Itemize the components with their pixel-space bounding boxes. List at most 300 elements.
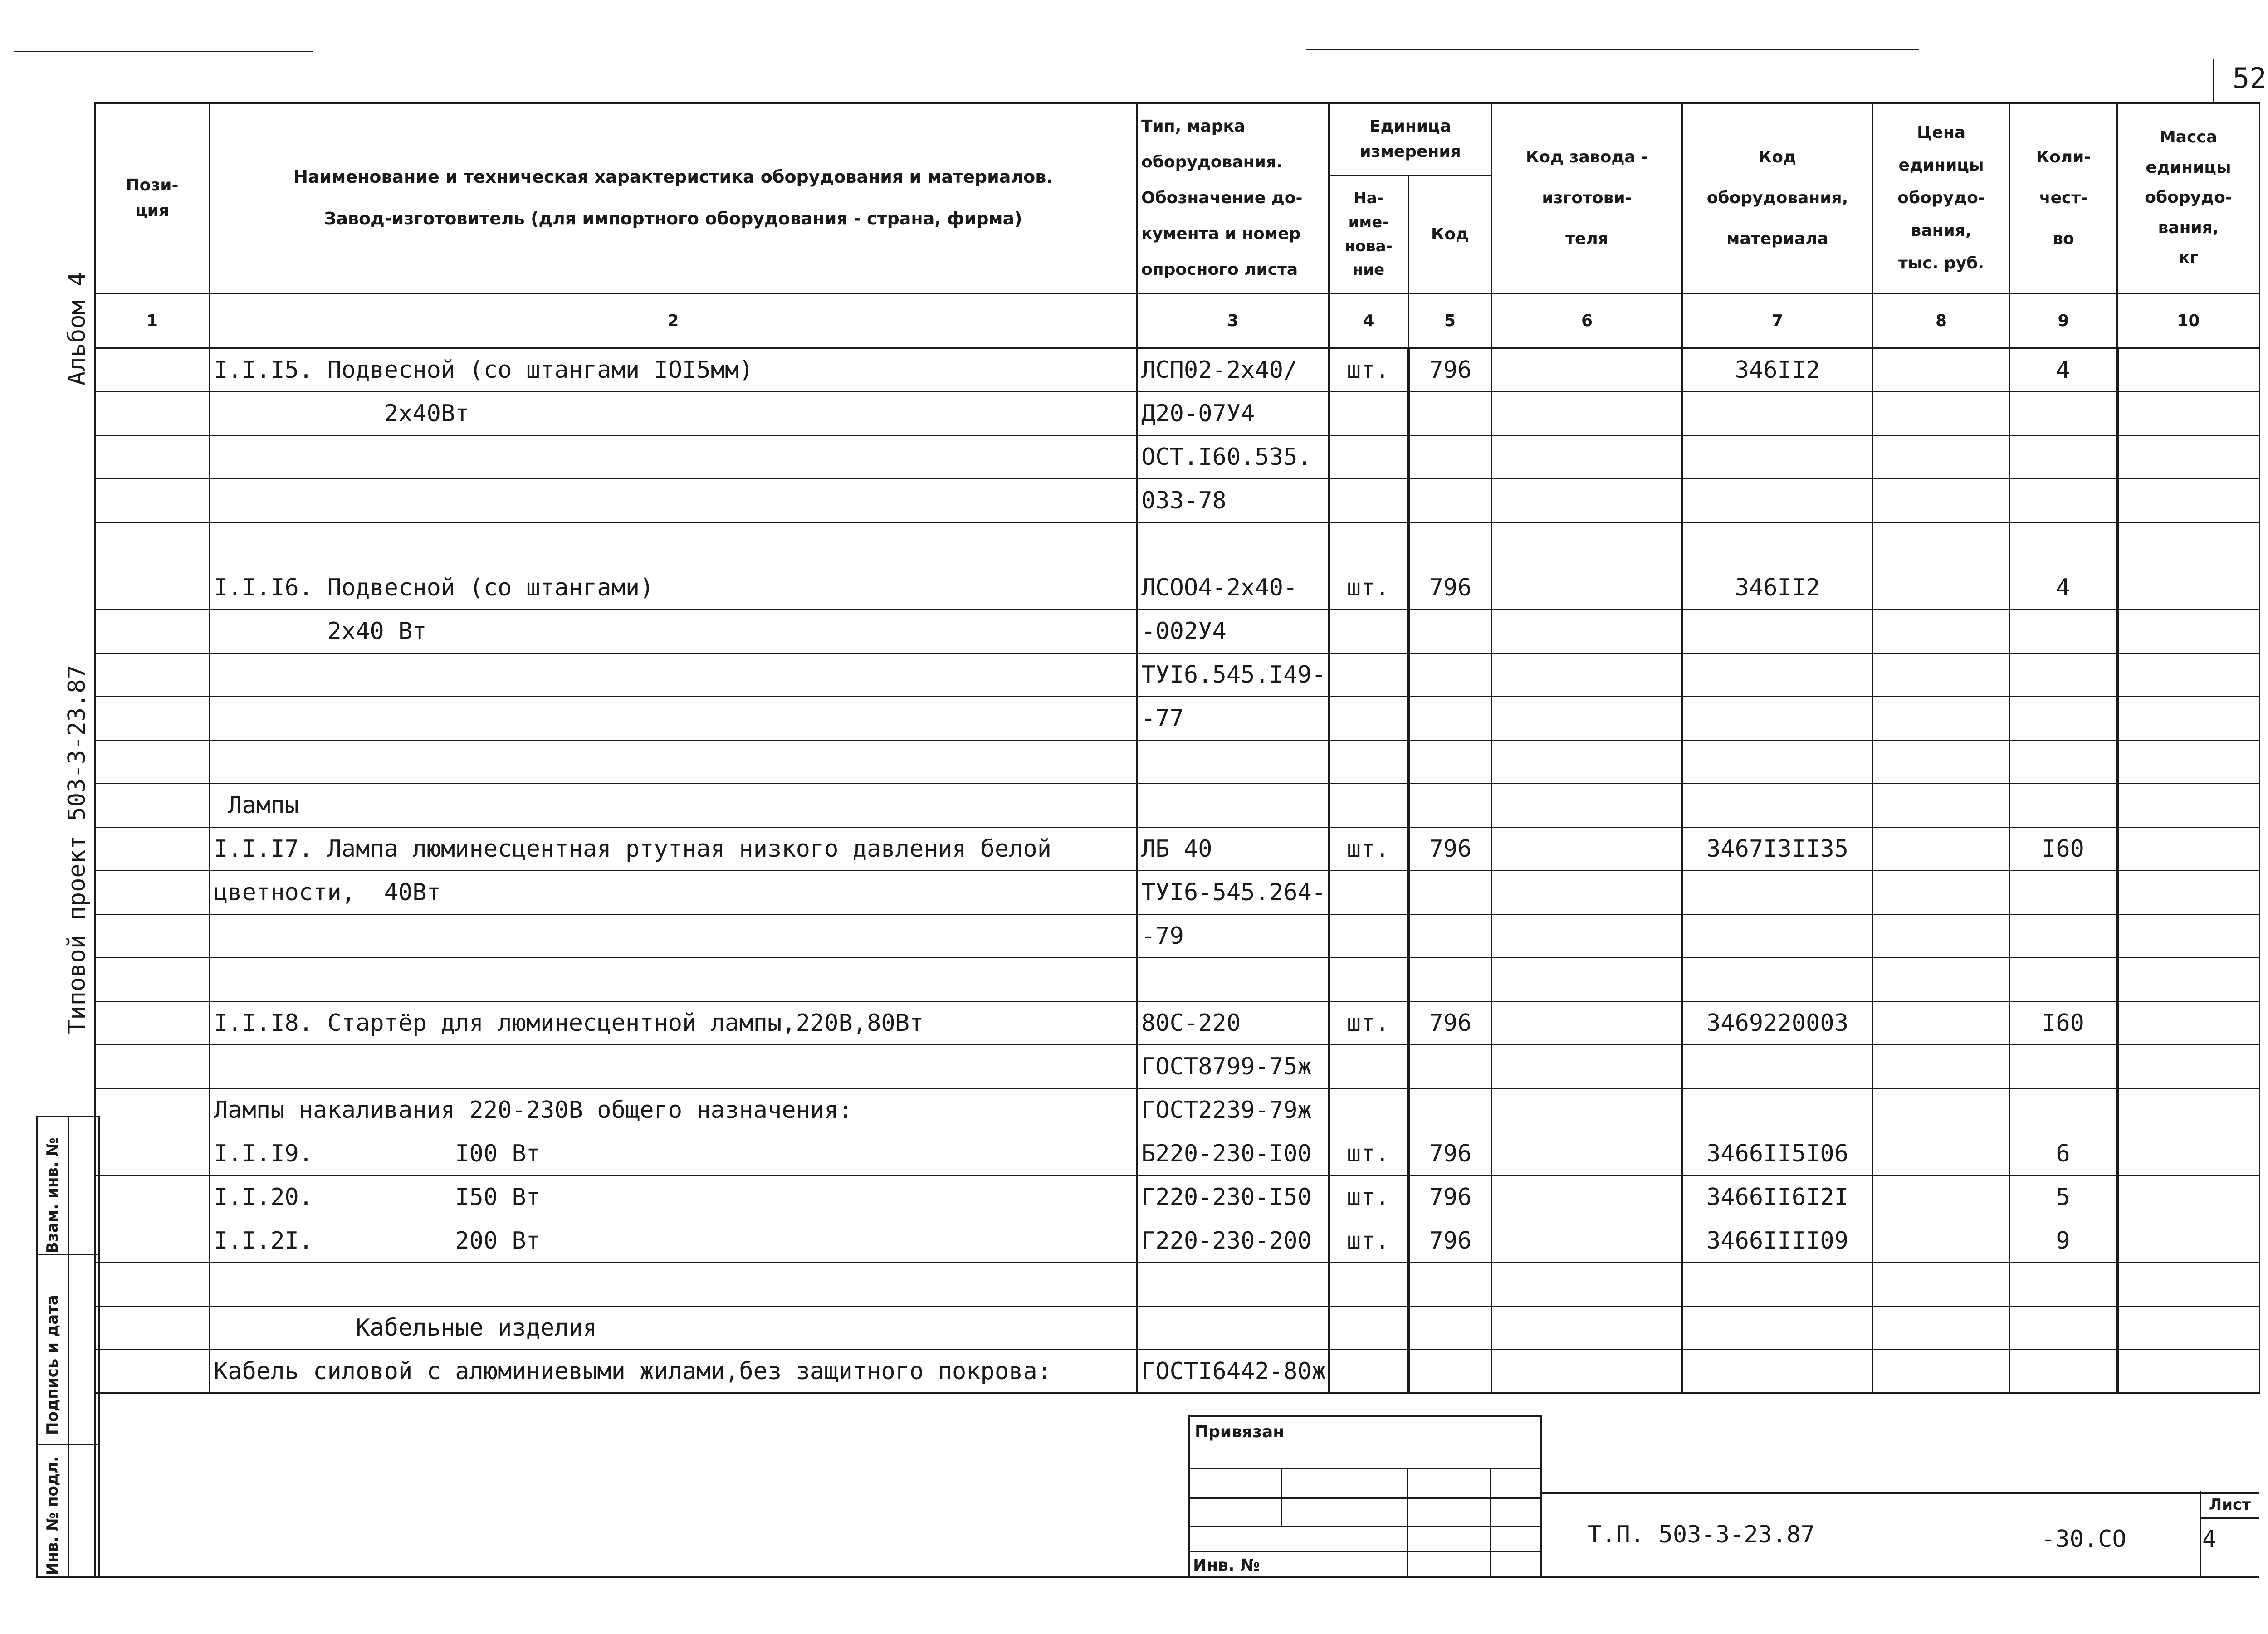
row-mass	[2117, 1176, 2260, 1219]
row-name: I.I.I9. I00 Вт	[210, 1132, 1137, 1176]
column-number-row	[95, 293, 2260, 348]
row-unit-name	[1329, 1045, 1408, 1088]
row-position	[95, 1263, 210, 1306]
row-price	[1873, 1350, 2010, 1393]
table-row	[95, 522, 2260, 566]
row-mass	[2117, 479, 2260, 522]
table-row	[95, 958, 2260, 1001]
row-position	[95, 479, 210, 522]
row-maker-code	[1492, 522, 1682, 566]
row-maker-code	[1492, 697, 1682, 740]
table-row	[95, 1176, 2260, 1219]
row-equip-code	[1682, 479, 1873, 522]
stamp-signature-date: Подпись и дата	[44, 1295, 62, 1435]
table-row	[95, 1219, 2260, 1263]
row-name: цветности, 40Вт	[210, 871, 1137, 914]
row-unit-code	[1408, 740, 1492, 784]
col-num: 2	[210, 293, 1137, 348]
corner-sheet-number: 52	[2213, 59, 2268, 104]
row-equip-code: 3466II5I06	[1682, 1132, 1873, 1176]
table-row	[95, 1306, 2260, 1350]
row-price	[1873, 1306, 2010, 1350]
row-quantity	[2010, 610, 2117, 653]
row-position	[95, 740, 210, 784]
col-header-equip-code: Код оборудования, материала	[1682, 103, 1873, 293]
row-maker-code	[1492, 784, 1682, 827]
row-mass	[2117, 740, 2260, 784]
row-equip-code	[1682, 435, 1873, 479]
bound-block	[1188, 1415, 1542, 1578]
table-row	[95, 348, 2260, 392]
row-quantity	[2010, 435, 2117, 479]
row-name	[210, 653, 1137, 697]
row-equip-code	[1682, 740, 1873, 784]
row-unit-name	[1329, 871, 1408, 914]
row-type: ГОСТ2239-79ж	[1137, 1088, 1329, 1132]
row-type	[1137, 740, 1329, 784]
row-mass	[2117, 871, 2260, 914]
row-unit-code	[1408, 1306, 1492, 1350]
row-quantity	[2010, 1045, 2117, 1088]
row-name: Кабель силовой с алюминиевыми жилами,без защитного покрова:	[210, 1350, 1137, 1393]
row-unit-name: шт.	[1329, 566, 1408, 610]
header-row	[95, 103, 2260, 176]
row-price	[1873, 1132, 2010, 1176]
row-quantity	[2010, 1088, 2117, 1132]
table-row	[95, 740, 2260, 784]
row-equip-code	[1682, 958, 1873, 1001]
row-unit-code: 796	[1408, 1219, 1492, 1263]
row-unit-name	[1329, 1088, 1408, 1132]
row-mass	[2117, 348, 2260, 392]
row-unit-code: 796	[1408, 1001, 1492, 1045]
row-type: ЛБ 40	[1137, 827, 1329, 871]
row-quantity	[2010, 740, 2117, 784]
row-equip-code	[1682, 1088, 1873, 1132]
row-type: ЛСОО4-2х40-	[1137, 566, 1329, 610]
row-price	[1873, 348, 2010, 392]
row-price	[1873, 479, 2010, 522]
row-unit-name: шт.	[1329, 1176, 1408, 1219]
row-mass	[2117, 827, 2260, 871]
row-position	[95, 1306, 210, 1350]
row-quantity	[2010, 1350, 2117, 1393]
table-row	[95, 1088, 2260, 1132]
row-position	[95, 435, 210, 479]
row-name	[210, 1263, 1137, 1306]
stamp-orig-inv: Инв. № подл.	[44, 1456, 62, 1575]
row-equip-code: 3469220003	[1682, 1001, 1873, 1045]
row-mass	[2117, 1306, 2260, 1350]
row-position	[95, 697, 210, 740]
row-name: I.I.20. I50 Вт	[210, 1176, 1137, 1219]
table-row	[95, 1132, 2260, 1176]
row-price	[1873, 435, 2010, 479]
row-price	[1873, 697, 2010, 740]
row-quantity	[2010, 914, 2117, 958]
row-equip-code	[1682, 522, 1873, 566]
row-unit-code	[1408, 479, 1492, 522]
row-maker-code	[1492, 1045, 1682, 1088]
row-maker-code	[1492, 392, 1682, 435]
row-position	[95, 1001, 210, 1045]
row-quantity: 4	[2010, 348, 2117, 392]
row-unit-name: шт.	[1329, 1132, 1408, 1176]
row-equip-code: 346II2	[1682, 348, 1873, 392]
row-type: 033-78	[1137, 479, 1329, 522]
col-num: 9	[2010, 293, 2117, 348]
row-maker-code	[1492, 871, 1682, 914]
row-position	[95, 784, 210, 827]
row-equip-code: 3466IIII09	[1682, 1219, 1873, 1263]
table-row	[95, 1001, 2260, 1045]
row-quantity	[2010, 958, 2117, 1001]
row-maker-code	[1492, 610, 1682, 653]
row-price	[1873, 1219, 2010, 1263]
row-mass	[2117, 610, 2260, 653]
row-equip-code: 3466II6I2I	[1682, 1176, 1873, 1219]
row-mass	[2117, 1132, 2260, 1176]
row-position	[95, 566, 210, 610]
col-header-type: Тип, марка оборудования. Обозначение до- кумента и номер опросного листа	[1137, 103, 1329, 293]
row-name: I.I.I7. Лампа люминесцентная ртутная низкого давления белой	[210, 827, 1137, 871]
project-label: Типовой проект 503-3-23.87	[64, 665, 91, 1034]
row-unit-code	[1408, 871, 1492, 914]
specification-table	[94, 102, 2260, 1394]
row-quantity: 5	[2010, 1176, 2117, 1219]
row-position	[95, 827, 210, 871]
row-name	[210, 914, 1137, 958]
row-name	[210, 1045, 1137, 1088]
col-header-unit-name: На- име- нова- ние	[1329, 176, 1408, 293]
row-mass	[2117, 697, 2260, 740]
row-type	[1137, 1306, 1329, 1350]
col-num: 1	[95, 293, 210, 348]
table-row	[95, 827, 2260, 871]
table-row	[95, 610, 2260, 653]
row-mass	[2117, 566, 2260, 610]
row-quantity: 9	[2010, 1219, 2117, 1263]
row-unit-code	[1408, 610, 1492, 653]
row-price	[1873, 827, 2010, 871]
row-type: Г220-230-200	[1137, 1219, 1329, 1263]
row-quantity	[2010, 1263, 2117, 1306]
row-unit-code: 796	[1408, 348, 1492, 392]
row-name	[210, 479, 1137, 522]
row-name: Лампы накаливания 220-230В общего назначения:	[210, 1088, 1137, 1132]
row-type: ОСТ.I60.535.	[1137, 435, 1329, 479]
col-num: 7	[1682, 293, 1873, 348]
row-type: Б220-230-I00	[1137, 1132, 1329, 1176]
row-maker-code	[1492, 348, 1682, 392]
sheet-label: Лист	[2209, 1496, 2251, 1514]
row-maker-code	[1492, 1088, 1682, 1132]
row-unit-name: шт.	[1329, 348, 1408, 392]
row-mass	[2117, 522, 2260, 566]
row-position	[95, 1088, 210, 1132]
col-header-unit: Единица измерения	[1329, 103, 1492, 176]
col-num: 6	[1492, 293, 1682, 348]
row-price	[1873, 1001, 2010, 1045]
row-name	[210, 697, 1137, 740]
row-maker-code	[1492, 914, 1682, 958]
row-price	[1873, 653, 2010, 697]
row-quantity	[2010, 479, 2117, 522]
col-header-unit-code: Код	[1408, 176, 1492, 293]
row-position	[95, 871, 210, 914]
row-type: Д20-07У4	[1137, 392, 1329, 435]
row-maker-code	[1492, 1176, 1682, 1219]
row-mass	[2117, 1350, 2260, 1393]
row-position	[95, 914, 210, 958]
col-num: 3	[1137, 293, 1329, 348]
row-price	[1873, 914, 2010, 958]
row-quantity	[2010, 392, 2117, 435]
row-type	[1137, 1263, 1329, 1306]
row-type	[1137, 958, 1329, 1001]
top-rule-right	[1306, 49, 1919, 50]
row-mass	[2117, 958, 2260, 1001]
row-unit-code	[1408, 653, 1492, 697]
row-unit-name	[1329, 392, 1408, 435]
col-header-maker-code: Код завода - изготови- теля	[1492, 103, 1682, 293]
row-position	[95, 1132, 210, 1176]
table-row	[95, 784, 2260, 827]
row-unit-code	[1408, 784, 1492, 827]
row-unit-code	[1408, 392, 1492, 435]
row-unit-name: шт.	[1329, 1001, 1408, 1045]
row-equip-code	[1682, 1045, 1873, 1088]
row-name: I.I.I6. Подвесной (со штангами)	[210, 566, 1137, 610]
row-name: I.I.I5. Подвесной (со штангами IOI5мм)	[210, 348, 1137, 392]
row-mass	[2117, 653, 2260, 697]
row-maker-code	[1492, 740, 1682, 784]
row-unit-code	[1408, 522, 1492, 566]
row-mass	[2117, 1045, 2260, 1088]
row-price	[1873, 522, 2010, 566]
row-equip-code	[1682, 1306, 1873, 1350]
row-mass	[2117, 1001, 2260, 1045]
row-type: ГОСТ8799-75ж	[1137, 1045, 1329, 1088]
row-unit-code	[1408, 697, 1492, 740]
row-type	[1137, 522, 1329, 566]
row-name: I.I.2I. 200 Вт	[210, 1219, 1137, 1263]
row-position	[95, 653, 210, 697]
row-position	[95, 610, 210, 653]
col-num: 10	[2117, 293, 2260, 348]
row-unit-code	[1408, 914, 1492, 958]
table-row	[95, 1045, 2260, 1088]
row-price	[1873, 784, 2010, 827]
row-unit-name	[1329, 479, 1408, 522]
row-unit-code	[1408, 1088, 1492, 1132]
row-type: ТУI6.545.I49-	[1137, 653, 1329, 697]
row-type: -79	[1137, 914, 1329, 958]
row-mass	[2117, 1088, 2260, 1132]
row-name: Лампы	[210, 784, 1137, 827]
title-block	[1542, 1492, 2259, 1578]
row-price	[1873, 871, 2010, 914]
row-equip-code	[1682, 697, 1873, 740]
row-unit-code: 796	[1408, 566, 1492, 610]
row-maker-code	[1492, 958, 1682, 1001]
col-header-position: Пози- ция	[95, 103, 210, 293]
row-maker-code	[1492, 1306, 1682, 1350]
row-price	[1873, 1263, 2010, 1306]
row-unit-code: 796	[1408, 827, 1492, 871]
row-name: Кабельные изделия	[210, 1306, 1137, 1350]
row-equip-code	[1682, 653, 1873, 697]
row-equip-code: 3467I3II35	[1682, 827, 1873, 871]
inv-label: Инв. №	[1193, 1556, 1260, 1575]
row-price	[1873, 1088, 2010, 1132]
top-rule-left	[14, 51, 313, 52]
row-maker-code	[1492, 1001, 1682, 1045]
row-name	[210, 435, 1137, 479]
row-equip-code	[1682, 914, 1873, 958]
row-quantity	[2010, 653, 2117, 697]
row-unit-name	[1329, 1350, 1408, 1393]
row-type: ТУI6-545.264-	[1137, 871, 1329, 914]
row-price	[1873, 1045, 2010, 1088]
row-maker-code	[1492, 1263, 1682, 1306]
doc-suffix: -30.СО	[2041, 1526, 2126, 1553]
row-unit-name	[1329, 697, 1408, 740]
row-quantity	[2010, 871, 2117, 914]
row-maker-code	[1492, 479, 1682, 522]
row-equip-code	[1682, 1350, 1873, 1393]
row-position	[95, 958, 210, 1001]
col-num: 5	[1408, 293, 1492, 348]
row-unit-code	[1408, 1350, 1492, 1393]
row-unit-code	[1408, 435, 1492, 479]
row-mass	[2117, 1219, 2260, 1263]
side-stamp	[36, 1116, 100, 1578]
row-maker-code	[1492, 827, 1682, 871]
row-name: 2х40 Вт	[210, 610, 1137, 653]
row-unit-code	[1408, 958, 1492, 1001]
row-unit-code	[1408, 1045, 1492, 1088]
row-name	[210, 958, 1137, 1001]
row-position	[95, 522, 210, 566]
row-maker-code	[1492, 1350, 1682, 1393]
row-unit-name	[1329, 1306, 1408, 1350]
album-label: Альбом 4	[64, 272, 91, 385]
table-row	[95, 566, 2260, 610]
row-type: -77	[1137, 697, 1329, 740]
row-maker-code	[1492, 1132, 1682, 1176]
table-row	[95, 1350, 2260, 1393]
row-unit-code: 796	[1408, 1176, 1492, 1219]
row-unit-name	[1329, 610, 1408, 653]
row-quantity	[2010, 697, 2117, 740]
row-unit-code	[1408, 1263, 1492, 1306]
row-mass	[2117, 392, 2260, 435]
row-name	[210, 522, 1137, 566]
row-type: ГОСТI6442-80ж	[1137, 1350, 1329, 1393]
table-row	[95, 1263, 2260, 1306]
row-maker-code	[1492, 435, 1682, 479]
row-position	[95, 348, 210, 392]
table-row	[95, 697, 2260, 740]
col-header-price: Цена единицы оборудо- вания, тыс. руб.	[1873, 103, 2010, 293]
row-type	[1137, 784, 1329, 827]
row-quantity	[2010, 784, 2117, 827]
row-mass	[2117, 914, 2260, 958]
row-unit-code: 796	[1408, 1132, 1492, 1176]
row-maker-code	[1492, 653, 1682, 697]
col-header-mass: Масса единицы оборудо- вания, кг	[2117, 103, 2260, 293]
row-quantity	[2010, 522, 2117, 566]
row-unit-name	[1329, 1263, 1408, 1306]
sheet-number: 4	[2202, 1526, 2217, 1553]
row-position	[95, 1176, 210, 1219]
row-quantity	[2010, 1306, 2117, 1350]
row-unit-name	[1329, 740, 1408, 784]
row-unit-name	[1329, 914, 1408, 958]
row-unit-name: шт.	[1329, 827, 1408, 871]
table-row	[95, 653, 2260, 697]
row-price	[1873, 1176, 2010, 1219]
row-name: 2х40Вт	[210, 392, 1137, 435]
row-name: I.I.I8. Стартёр для люминесцентной лампы,220В,80Вт	[210, 1001, 1137, 1045]
row-price	[1873, 740, 2010, 784]
row-type: ЛСП02-2х40/	[1137, 348, 1329, 392]
doc-code: Т.П. 503-3-23.87	[1588, 1521, 1815, 1548]
row-type: -002У4	[1137, 610, 1329, 653]
row-mass	[2117, 1263, 2260, 1306]
col-num: 4	[1329, 293, 1408, 348]
col-header-quantity: Коли- чест- во	[2010, 103, 2117, 293]
table-row	[95, 435, 2260, 479]
row-quantity: 4	[2010, 566, 2117, 610]
table-row	[95, 871, 2260, 914]
table-row	[95, 392, 2260, 435]
row-unit-name	[1329, 522, 1408, 566]
col-header-name: Наименование и техническая характеристика оборудования и материалов. Завод-изготовитель (для импортного оборудования - страна, фирма)	[210, 103, 1137, 293]
row-price	[1873, 958, 2010, 1001]
row-equip-code	[1682, 871, 1873, 914]
row-type: Г220-230-I50	[1137, 1176, 1329, 1219]
col-num: 8	[1873, 293, 2010, 348]
row-equip-code	[1682, 1263, 1873, 1306]
row-maker-code	[1492, 1219, 1682, 1263]
row-price	[1873, 392, 2010, 435]
row-equip-code	[1682, 610, 1873, 653]
row-quantity: 6	[2010, 1132, 2117, 1176]
row-position	[95, 1045, 210, 1088]
row-maker-code	[1492, 566, 1682, 610]
row-mass	[2117, 435, 2260, 479]
row-position	[95, 392, 210, 435]
row-price	[1873, 566, 2010, 610]
row-type: 80С-220	[1137, 1001, 1329, 1045]
row-quantity: I60	[2010, 827, 2117, 871]
table-row	[95, 479, 2260, 522]
row-position	[95, 1219, 210, 1263]
stamp-replace-inv: Взам. инв. №	[44, 1137, 62, 1254]
row-name	[210, 740, 1137, 784]
row-equip-code: 346II2	[1682, 566, 1873, 610]
row-price	[1873, 610, 2010, 653]
row-equip-code	[1682, 784, 1873, 827]
row-quantity: I60	[2010, 1001, 2117, 1045]
row-mass	[2117, 784, 2260, 827]
row-unit-name	[1329, 784, 1408, 827]
row-unit-name: шт.	[1329, 1219, 1408, 1263]
row-equip-code	[1682, 392, 1873, 435]
row-unit-name	[1329, 653, 1408, 697]
